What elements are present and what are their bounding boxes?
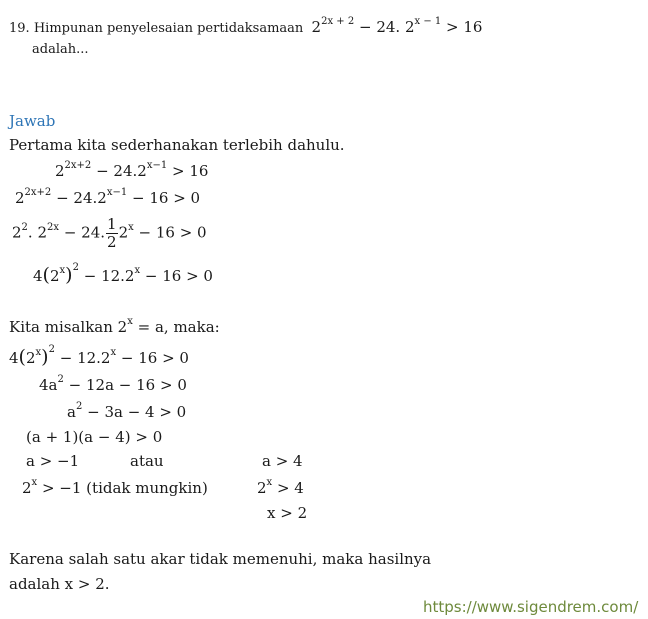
answer-intro: Pertama kita sederhanakan terlebih dahulu. [9, 136, 345, 154]
sub-step-1: $4(2^x)^2 - 12.2^x - 16 > 0$ [9, 344, 189, 368]
step-2: $2^{2x+2} - 24.2^{x-1} - 16 > 0$ [15, 187, 201, 207]
case-right-3: x > 2 [267, 504, 308, 522]
step-4: $4(2^x)^2 - 12.2^x - 16 > 0$ [33, 262, 213, 286]
factored-line: (a + 1)(a − 4) > 0 [26, 428, 163, 446]
fraction: $\frac{1}{2}$ [107, 215, 117, 251]
case-right: a > 4 [262, 452, 303, 470]
step-1: $2^{2x+2} - 24.2^{x-1} > 16$ [55, 160, 209, 180]
sub-step-2: $4a^2 - 12a - 16 > 0$ [39, 374, 187, 394]
question-number: 19. [9, 21, 30, 36]
sub-step-3: $a^2 - 3a - 4 > 0$ [67, 401, 187, 421]
case-connector: atau [130, 452, 164, 470]
question-line [9, 18, 482, 36]
case-right-2: 2$^x$ > 4 [257, 477, 304, 497]
question-text: Himpunan penyelesaian pertidaksamaan [33, 21, 304, 36]
question-line-2: adalah... [32, 42, 89, 57]
question-expression: $2^{2x + 2} - 24$. $2^{x - 1} > 16$ [311, 16, 483, 36]
conclusion-line-2: adalah x > 2. [9, 575, 110, 593]
substitution-line: Kita misalkan 2$^x$ = a, maka: [9, 316, 220, 336]
step-3: $2^2$. $2^{2x} - 24$. $\frac{1}{2}$ 2$^x$ − 16 > 0 [12, 215, 207, 251]
conclusion-line-1: Karena salah satu akar tidak memenuhi, maka hasilnya [9, 550, 432, 568]
case-left: a > −1 [26, 452, 80, 470]
case-left-2: 2$^x$ > −1 (tidak mungkin) [22, 477, 208, 497]
answer-heading: Jawab [9, 112, 56, 130]
watermark-url: https://www.sigendrem.com/ [423, 598, 639, 616]
